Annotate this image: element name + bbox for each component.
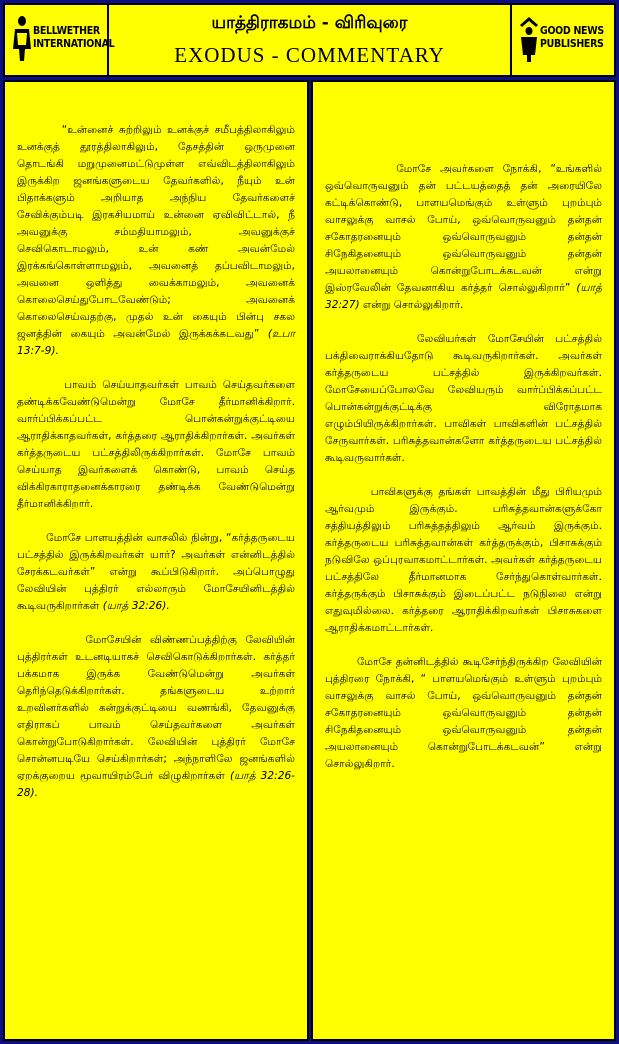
left-paragraph-3-ref: (யாத் 32:26). — [102, 600, 170, 612]
right-paragraph-1 — [325, 161, 602, 314]
left-column — [3, 80, 309, 1041]
left-logo-line2: INTERNATIONAL — [33, 38, 115, 50]
right-paragraph-3-text: பாவிகளுக்கு தங்கள் பாவத்தின் மீது பிரியமும் ஆர்வமும் இருக்கும். பரிசுத்தவான்களுக்கோ சத்தியத்திலும் பரிசுத்தத்திலும் ஆர்வம் இருக்கும். கர்த்தருடைய பரிசுத்தவான்கள் கர்த்தருக்கும், பிசாசுக்கும் நடுவிலே ஒப்புரவாகமாட்டார்கள். அவர்கள் கர்த்தருடைய பட்சத்திலே தீர்மானமாக சேர்ந்துகொள்வார்கள். கர்த்தருக்கும் பிசாசுக்கும் இடைப்பட்ட நடுநிலை என்று எதுவுமில்லை. கர்த்தரை ஆராதிக்கிறவர்கள் பிசாசுகளை ஆராதிக்கமாட்டார்கள். — [325, 486, 602, 634]
page-header — [3, 3, 616, 77]
right-paragraph-3 — [325, 484, 602, 637]
left-paragraph-1 — [17, 122, 295, 360]
left-paragraph-1-text: “உன்னைச் சுற்றிலும் உனக்குச் சமீபத்திலாகிலும் உனக்குத் தூரத்திலாகிலும், தேசத்தின் ஒருமுனை தொடங்கி மறுமுனைமட்டுமுள்ள எவ்விடத்திலாகிலும் இருக்கிற ஜனங்களுடைய தேவர்களில், நீயும் உன் பிதாக்களும் அறியாத அந்நிய தேவர்களைச் சேவிக்கும்படி இரகசியமாய் உன்னை ஏவிவிட்டால், நீ அவனுக்கு சம்மதியாமலும், அவனுக்குச் செவிகொடாமலும், உன் கண் அவன்மேல் இரக்கங்கொள்ளாமலும், அவனைத் தப்பவிடாமலும், அவனை ஒளித்து வைக்காமலும், அவனைக் கொலைசெய்துபோடவேண்டும்; அவனைக் கொலைசெய்வதற்கு, முதல் உன் கையும் பின்பு சகல ஜனத்தின் கையும் அவன்மேல் இருக்கக்கடவது” — [17, 124, 295, 340]
left-paragraph-3-text: மோசே பாளயத்தின் வாசலில் நின்று, “கர்த்தருடைய பட்சத்தில் இருக்கிறவர்கள் யார்? அவர்கள் என்னிடத்தில் சேரக்கடவர்கள்” என்று கூப்பிடுகிறார். அப்பொழுது லேவியின் புத்திரர் எல்லாரும் மோசேயினிடத்தில் கூடிவருகிறார்கள் — [17, 532, 295, 612]
publisher-figure-icon — [518, 15, 540, 63]
right-paragraph-2-text: லேவியர்கள் மோசேயின் பட்சத்தில் பக்திவைராக்கியதோடு கூடிவருகிறார்கள். அவர்கள் கர்த்தருடைய பட்சத்தில் இருக்கிறவர்கள். மோசேயைப்போலவே லேவியரும் வார்ப்பிக்கப்பட்ட பொன்கன்றுக்குட்டிக்கு விரோதமாக எழும்பியிருக்கிறார்கள். பாவிகள் பாவிகளின் பட்சத்தில் சேருவார்கள். பரிசுத்தவான்களோ கர்த்தருடைய பட்சத்தில் கூடிவருவார்கள். — [325, 333, 602, 464]
title-tamil: யாத்திராகமம் - விரிவுரை — [211, 13, 408, 33]
left-paragraph-4-text: மோசேயின் விண்ணப்பத்திற்கு லேவியின் புத்திரர்கள் உடனடியாகச் செவிகொடுக்கிறார்கள். கர்த்தர் பக்கமாக இருக்க வேண்டுமென்று அவர்கள் தெரிந்தெடுக்கிறார்கள். தங்களுடைய உற்றார் உறவினர்களில் கன்றுக்குட்டியை வணங்கி, தேவனுக்கு எதிராகப் பாவம் செய்தவர்களை அவர்கள் கொன்றுபோடுகிறார்கள். லேவியின் புத்திரர் மோசே சொன்னபடியே செய்கிறார்கள்; அந்நாளிலே ஜனங்களில் ஏறக்குறைய மூவாயிரம்பேர் விழுகிறார்கள் — [17, 634, 295, 782]
left-logo-line1: BELLWETHER — [33, 25, 100, 37]
right-paragraph-4 — [325, 654, 602, 773]
right-logo-line2: PUBLISHERS — [540, 38, 604, 50]
right-paragraph-2 — [325, 331, 602, 467]
right-paragraph-4-text: மோசே தன்னிடத்தில் கூடிசேர்ந்திருக்கிற லேவியின் புத்திரரை நோக்கி, “ பாளயமெங்கும் உள்ளும் புறம்பும் வாசலுக்கு வாசல் போய், ஒவ்வொருவனும் தன்தன் சகோதரனையும் ஒவ்வொருவனும் தன்தன் சிநேகிதனையும் ஒவ்வொருவனும் தன்தன் அயலானையும் கொன்றுபோடக்கடவன்” என்று சொல்லுகிறார். — [325, 656, 602, 770]
right-column — [311, 80, 616, 1041]
right-paragraph-1-ref: (யாத் 32:27) — [325, 282, 602, 311]
left-paragraph-1-ref: (உபா 13:7-9). — [17, 328, 295, 357]
right-paragraph-1-text: மோசே அவர்களை நோக்கி, “உங்களில் ஒவ்வொருவனும் தன் பட்டயத்தைத் தன் அரையிலே கட்டிக்கொண்டு, பாளயமெங்கும் உள்ளும் புறம்பும் வாசலுக்கு வாசல் போய், ஒவ்வொருவனும் தன்தன் சகோதரனையும் ஒவ்வொருவனும் தன்தன் சிநேகிதனையும் ஒவ்வொருவனும் தன்தன் அயலானையும் கொன்றுபோடக்கடவன் என்று இஸ்ரவேலின் தேவனாகிய கர்த்தர் சொல்லுகிறார்” — [325, 163, 602, 294]
right-paragraph-1-tail: என்று சொல்லுகிறார். — [359, 299, 464, 311]
left-paragraph-4-ref: (யாத் 32:26-28). — [17, 770, 296, 799]
bellwether-logo — [5, 5, 115, 75]
bellwether-figure-icon — [11, 15, 33, 63]
left-paragraph-3 — [17, 530, 295, 615]
title-english: EXODUS - COMMENTARY — [174, 43, 445, 67]
left-paragraph-4 — [17, 632, 295, 802]
right-logo-line1: GOOD NEWS — [540, 25, 604, 37]
left-paragraph-2-text: பாவம் செய்யாதவர்கள் பாவம் செய்தவர்களை தண்டிக்கவேண்டுமென்று மோசே தீர்மானிக்கிறார். வார்ப்பிக்கப்பட்ட பொன்கன்றுக்குட்டியை ஆராதிக்காதவர்கள், கர்த்தரை ஆராதிக்கிறார்கள். அவர்கள் கர்த்தருடைய பட்சத்திலிருக்கிறார்கள். மோசே பாவம் செய்யாத இவர்களைக் கொண்டு, பாவம் செய்த விக்கிரகாராதனைக்காரரை தண்டிக்க வேண்டுமென்று தீர்மானிக்கிறார். — [17, 379, 295, 510]
good-news-logo — [510, 5, 614, 75]
left-paragraph-2 — [17, 377, 295, 513]
header-title — [109, 5, 510, 75]
